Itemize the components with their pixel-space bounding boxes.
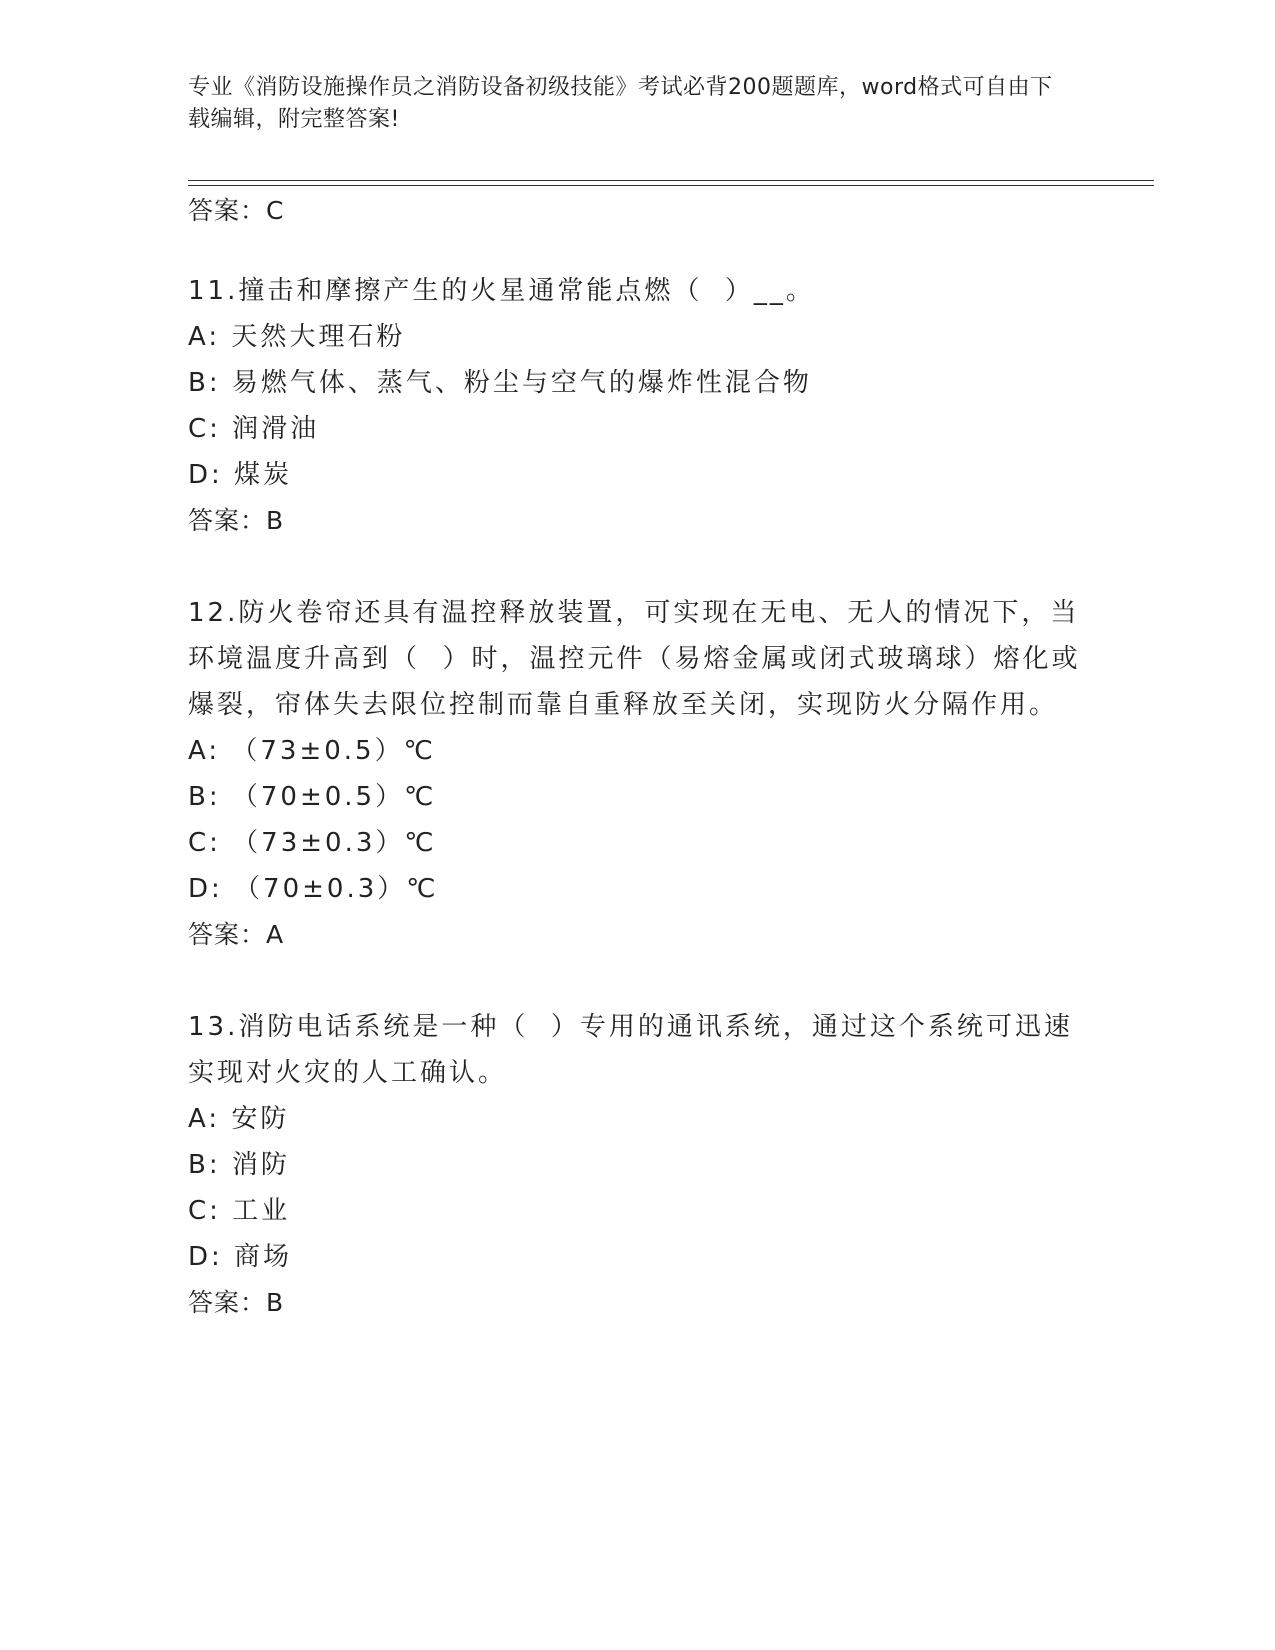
option-d: D: （70±0.3）℃ [188, 874, 439, 904]
document-body [188, 188, 1088, 1326]
answer-line: 答案：B [188, 1288, 285, 1317]
option-d: D: 商场 [188, 1242, 293, 1272]
option-b: B: （70±0.5）℃ [188, 782, 437, 812]
option-a: A: 天然大理石粉 [188, 322, 406, 352]
header-divider [188, 180, 1154, 186]
option-c: C: 润滑油 [188, 414, 320, 444]
question-12 [188, 590, 1088, 958]
option-b: B: 易燃气体、蒸气、粉尘与空气的爆炸性混合物 [188, 368, 812, 398]
question-11 [188, 268, 1088, 544]
page-header: 专业《消防设施操作员之消防设备初级技能》考试必背200题题库，word格式可自由下载编辑，附完整答案! [188, 75, 1053, 132]
question-13 [188, 1004, 1088, 1326]
answer-line: 答案：B [188, 506, 285, 535]
option-a: A: （73±0.5）℃ [188, 736, 436, 766]
option-d: D: 煤炭 [188, 460, 293, 490]
answer-line: 答案：C [188, 196, 285, 225]
option-a: A: 安防 [188, 1104, 290, 1134]
answer-line: 答案：A [188, 920, 285, 949]
question-stem: 13.消防电话系统是一种（ ）专用的通讯系统，通过这个系统可迅速实现对火灾的人工确认。 [188, 1012, 1073, 1088]
option-b: B: 消防 [188, 1150, 290, 1180]
question-stem: 11.撞击和摩擦产生的火星通常能点燃（ ）__。 [188, 276, 815, 306]
option-c: C: （73±0.3）℃ [188, 828, 437, 858]
question-stem: 12.防火卷帘还具有温控释放装置，可实现在无电、无人的情况下，当环境温度升高到（ ）时，温控元件（易熔金属或闭式玻璃球）熔化或爆裂，帘体失去限位控制而靠自重释放至关闭，实现防火分隔作用。 [188, 598, 1081, 720]
option-c: C: 工业 [188, 1196, 291, 1226]
